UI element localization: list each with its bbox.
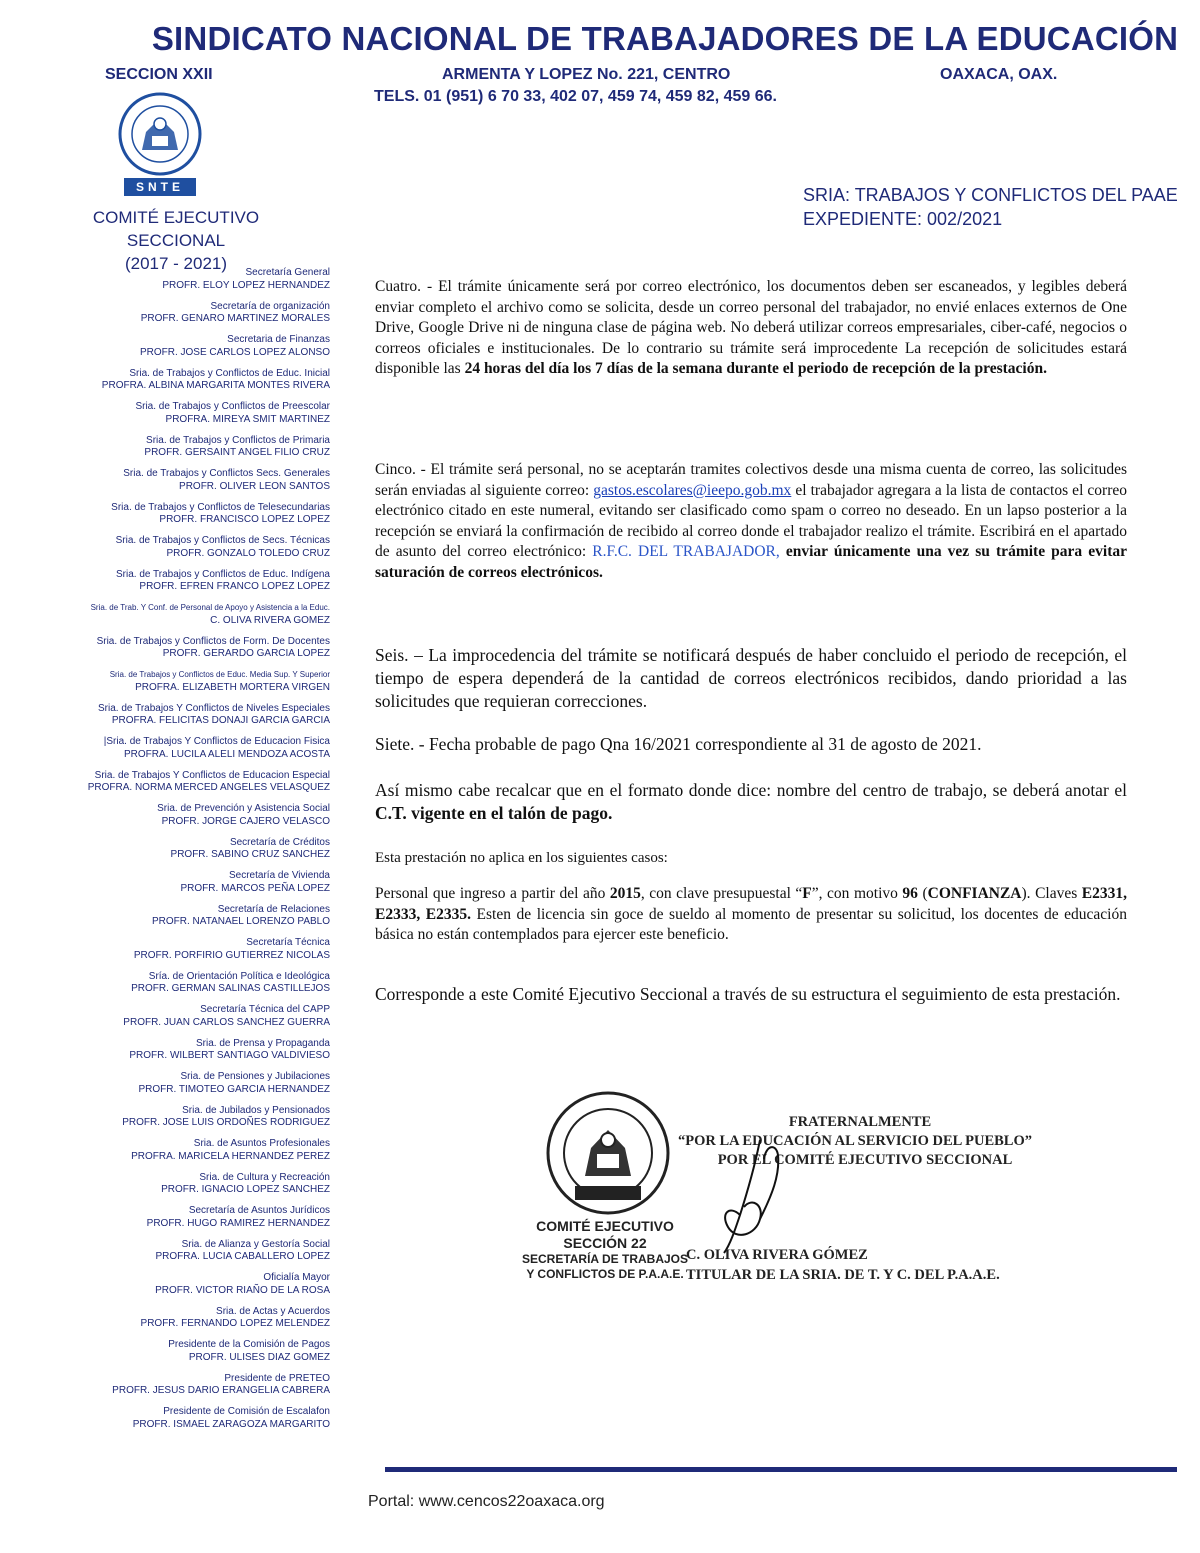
comite-line1: COMITÉ EJECUTIVO SECCIONAL (92, 208, 260, 250)
directory-name: PROFRA. ELIZABETH MORTERA VIRGEN (135, 681, 330, 693)
directory-role: Secretaría de Asuntos Jurídicos (188, 1205, 330, 1216)
directory-role: Sria. de Pensiones y Jubilaciones (180, 1071, 330, 1082)
directory-name: PROFR. NATANAEL LORENZO PABLO (152, 916, 330, 927)
directory-entry (40, 1138, 330, 1163)
phones: TELS. 01 (951) 6 70 33, 402 07, 459 74, 459 82, 459 66. (374, 88, 777, 105)
directory-entry (40, 1038, 330, 1063)
directory-role: Sría. de Orientación Política e Ideológica (148, 970, 330, 982)
comite-heading (45, 206, 307, 275)
paragraph-siete: Siete. - Fecha probable de pago Qna 16/2021 correspondiente al 31 de agosto de 2021. (375, 734, 982, 754)
directory-role: Sria. de Trabajos y Conflictos de Form. De Docentes (96, 635, 330, 647)
directory-name: PROFR. ISMAEL ZARAGOZA MARGARITO (132, 1418, 330, 1430)
directory-role: Sria. de Alianza y Gestoría Social (181, 1238, 330, 1250)
directory-entry (40, 535, 330, 560)
stamp-line4: Y CONFLICTOS DE P.A.A.E. (526, 1267, 684, 1281)
directory-entry (40, 904, 330, 929)
directory-name: PROFR. SABINO CRUZ SANCHEZ (170, 849, 330, 860)
directory-entry (40, 1339, 330, 1364)
directory-role: Sria. de Actas y Acuerdos (216, 1305, 330, 1317)
comite-line2: (2017 - 2021) (124, 254, 228, 273)
snte-logo (112, 92, 208, 200)
stamp-line1: COMITÉ EJECUTIVO (536, 1218, 674, 1234)
directory-name: PROFRA. LUCILA ALELI MENDOZA ACOSTA (124, 748, 330, 760)
paragraph-ct (375, 779, 1127, 825)
p7-c: ”, con motivo (811, 885, 903, 902)
sria-line1: SRIA: TRABAJOS Y CONFLICTOS DEL PAAE (803, 185, 1178, 205)
directory-role: Sria. de Jubilados y Pensionados (182, 1104, 330, 1116)
directory-role: Secretaría Técnica del CAPP (200, 1004, 330, 1015)
directory-role: Sria. de Asuntos Profesionales (193, 1138, 330, 1149)
directory-name: PROFR. JOSE LUIS ORDOÑES RODRIGUEZ (122, 1117, 330, 1128)
p7-e: ). Claves (1021, 885, 1082, 902)
directory-role: Secretaría de Relaciones (217, 903, 330, 915)
directory-name: PROFR. HUGO RAMIREZ HERNANDEZ (146, 1217, 330, 1229)
seccion-label: SECCION XXII (105, 66, 213, 83)
sria-heading (803, 183, 1178, 231)
directory-entry (40, 1239, 330, 1264)
directory-role: Sria. de Trabajos Y Conflictos de Niveles Especiales (98, 702, 330, 714)
directory-entry (40, 870, 330, 895)
directory-name: PROFR. JORGE CAJERO VELASCO (161, 815, 330, 827)
stamp-line3: SECRETARÍA DE TRABAJOS (521, 1252, 688, 1266)
directory-name: C. OLIVA RIVERA GOMEZ (210, 614, 330, 626)
directory-entry (40, 267, 330, 292)
p7-d: ( (917, 885, 928, 902)
directory-role: Sria. de Trabajos y Conflictos de Secs. Técnicas (115, 535, 330, 546)
directory-role: Presidente de la Comisión de Pagos (168, 1339, 330, 1350)
paragraph-seis: Seis. – La improcedencia del trámite se notificará después de haber concluido el periodo de recepción, el tiempo de espera dependerá de la cantidad de correos electrónicos recibidos, dando prioridad a las solicitudes que requieran correcciones. (375, 645, 1127, 711)
directory-entry (40, 1272, 330, 1297)
handwritten-signature (700, 1135, 810, 1255)
directory-name: PROFR. JUAN CARLOS SANCHEZ GUERRA (123, 1016, 330, 1028)
directory-name: PROFR. VICTOR RIAÑO DE LA ROSA (155, 1284, 330, 1296)
directory-entry (40, 1306, 330, 1331)
directory-name: PROFR. GERSAINT ANGEL FILIO CRUZ (144, 447, 330, 458)
stamp-text (515, 1218, 695, 1282)
directory-name: PROFRA. NORMA MERCED ANGELES VELASQUEZ (87, 782, 330, 793)
city: OAXACA, OAX. (940, 66, 1058, 83)
directory-role: |Sria. de Trabajos Y Conflictos de Educacion Fisica (103, 736, 330, 747)
footer-rule (385, 1467, 1177, 1472)
directory-role: Sria. de Trabajos Y Conflictos de Educacion Especial (94, 769, 330, 781)
directory-role: Sria. de Prensa y Propaganda (196, 1037, 330, 1049)
stamp-line2: SECCIÓN 22 (563, 1235, 647, 1251)
directory-role: Sria. de Trabajos y Conflictos de Educ. Inicial (129, 367, 330, 379)
directory-name: PROFR. IGNACIO LOPEZ SANCHEZ (161, 1184, 330, 1195)
directory-entry (40, 368, 330, 393)
directory-name: PROFR. EFREN FRANCO LOPEZ LOPEZ (139, 581, 330, 592)
portal-url[interactable]: Portal: www.cencos22oaxaca.org (368, 1493, 605, 1510)
directory-name: PROFRA. MIREYA SMIT MARTINEZ (165, 413, 330, 425)
directory-entry (40, 401, 330, 426)
fraternalmente: FRATERNALMENTE (788, 1114, 932, 1130)
directory-role: Sria. de Trabajos y Conflictos de Educ. Indígena (115, 568, 330, 580)
directory-entry (40, 334, 330, 359)
directory-name: PROFR. ULISES DIAZ GOMEZ (188, 1351, 330, 1363)
directory-role: Sria. de Trabajos y Conflictos de Primaria (146, 434, 330, 446)
directory-name: PROFR. OLIVER LEON SANTOS (179, 480, 330, 492)
directory-role: Secretaría de organización (210, 300, 330, 312)
directory-entry (40, 1406, 330, 1431)
paragraph-casos (375, 884, 1127, 946)
signer-title: TITULAR DE LA SRIA. DE T. Y C. DEL P.A.A.E. (686, 1267, 1000, 1283)
directory-name: PROFR. MARCOS PEÑA LOPEZ (180, 882, 330, 894)
directory-entry (40, 703, 330, 728)
directory-name: PROFRA. FELICITAS DONAJI GARCIA GARCIA (111, 715, 330, 726)
directory-entry (40, 1105, 330, 1130)
directory-name: PROFR. JOSE CARLOS LOPEZ ALONSO (139, 346, 330, 358)
directory-role: Sria. de Cultura y Recreación (199, 1171, 330, 1183)
rfc-text: R.F.C. DEL TRABAJADOR, (592, 543, 780, 560)
directory-entry (40, 937, 330, 962)
directory-name: PROFRA. ALBINA MARGARITA MONTES RIVERA (101, 380, 330, 391)
directory-entry (40, 502, 330, 527)
union-title: SINDICATO NACIONAL DE TRABAJADORES DE LA EDUCACIÓN (151, 20, 1179, 57)
p7-confianza: CONFIANZA (927, 885, 1022, 902)
directory-name: PROFR. GENARO MARTINEZ MORALES (140, 313, 330, 324)
por-el-comite: POR EL COMITÉ EJECUTIVO SECCIONAL (717, 1152, 1013, 1168)
p2-bold: enviar únicamente una vez su trámite para evitar saturación de correos electrónicos. (375, 543, 1127, 581)
p7-a: Personal que ingreso a partir del año (375, 885, 610, 902)
p5-bold: C.T. vigente en el talón de pago. (375, 803, 613, 823)
directory-entry (40, 301, 330, 326)
directory-name: PROFR. WILBERT SANTIAGO VALDIVIESO (129, 1050, 330, 1061)
directory-name: PROFR. TIMOTEO GARCIA HERNANDEZ (138, 1083, 330, 1095)
directory-entry (40, 1004, 330, 1029)
directory-name: PROFR. FRANCISCO LOPEZ LOPEZ (159, 514, 330, 525)
directory-entry (40, 669, 330, 694)
directory-role: Secretaría de Créditos (229, 836, 330, 848)
paragraph-cinco (375, 460, 1127, 583)
directory-entry (40, 1373, 330, 1398)
directory-entry (40, 1172, 330, 1197)
directory-role: Presidente de PRETEO (224, 1372, 330, 1384)
p7-clave: F (802, 885, 812, 902)
directory-entry (40, 435, 330, 460)
p7-claves: E2331, E2333, E2335. (375, 885, 1128, 923)
p1-text: Cuatro. - El trámite únicamente será por correo electrónico, los documentos deben ser escaneados, y legibles deberá enviar completo el archivo como se solicita, desde un correo personal del trabajador, no envié enlaces externos de One Drive, Google Drive ni de ninguna clase de página web. No deberá utilizar correos empresariales, ciber-café, negocios o correos oficiales e institucionales. De lo contrario su trámite será improcedente La recepción de solicitudes estará disponible las (375, 278, 1127, 377)
directory-entry (40, 971, 330, 996)
directory-role: Sria. de Trabajos y Conflictos de Educ. Media Sup. Y Superior (109, 670, 330, 679)
signer-name: C. OLIVA RIVERA GÓMEZ (686, 1247, 868, 1263)
committee-directory (40, 267, 330, 1440)
directory-name: PROFR. GERMAN SALINAS CASTILLEJOS (131, 983, 330, 994)
signer-block (686, 1245, 1000, 1285)
directory-role: Oficialía Mayor (263, 1272, 330, 1283)
directory-name: PROFR. JESUS DARIO ERANGELIA CABRERA (112, 1385, 330, 1396)
p2-text-a: Cinco. - El trámite será personal, no se aceptarán tramites colectivos desde una misma cuenta de correo, las solicitudes serán enviadas al siguiente correo: (375, 461, 1127, 499)
address: ARMENTA Y LOPEZ No. 221, CENTRO (442, 66, 731, 83)
directory-entry (40, 837, 330, 862)
directory-name: PROFR. GONZALO TOLEDO CRUZ (166, 547, 330, 559)
directory-name: PROFR. FERNANDO LOPEZ MELENDEZ (140, 1318, 330, 1329)
directory-role: Sria. de Trab. Y Conf. de Personal de Apoyo y Asistencia a la Educ. (90, 603, 330, 612)
directory-entry (40, 1205, 330, 1230)
p2-text-b: el trabajador agregara a la lista de contactos el correo electrónico citado en este numeral, evitando ser clasificado como spam o correo no deseado. En un lapso posterior a la recepción se enviará la confirmación de recibido al correo donde el trabajador realizo el trámite. Escribirá en el apartado de asunto del correo electrónico: (375, 481, 1128, 560)
paragraph-cuatro (375, 277, 1127, 380)
p7-year: 2015 (609, 885, 641, 902)
directory-entry (40, 736, 330, 761)
directory-role: Sria. de Trabajos y Conflictos de Telesecundarias (111, 501, 330, 513)
directory-role: Presidente de Comisión de Escalafon (163, 1406, 330, 1417)
directory-role: Sria. de Trabajos y Conflictos de Preescolar (135, 401, 330, 412)
paragraph-corresponde: Corresponde a este Comité Ejecutivo Seccional a través de su estructura el seguimiento de esta prestación. (375, 984, 1121, 1004)
directory-role: Secretaría de Vivienda (229, 870, 330, 881)
motto: “POR LA EDUCACIÓN AL SERVICIO DEL PUEBLO” (677, 1133, 1032, 1149)
p7-f: Esten de licencia sin goce de sueldo al momento de presentar su solicitud, los docentes de educación básica no están contemplados para ejercer este beneficio. (375, 905, 1127, 943)
p7-b: , con clave presupuestal “ (640, 885, 803, 902)
directory-entry (40, 569, 330, 594)
directory-entry (40, 636, 330, 661)
p5-text: Así mismo cabe recalcar que en el formato donde dice: nombre del centro de trabajo, se deberá anotar el (375, 780, 1127, 800)
directory-name: PROFRA. MARICELA HERNANDEZ PEREZ (131, 1150, 330, 1162)
directory-name: PROFR. GERARDO GARCIA LOPEZ (162, 648, 330, 659)
directory-name: PROFR. PORFIRIO GUTIERREZ NICOLAS (133, 949, 330, 961)
p1-bold: 24 horas del día los 7 días de la semana durante el periodo de recepción de la prestación. (464, 360, 1047, 377)
paragraph-no-aplica: Esta prestación no aplica en los siguientes casos: (375, 850, 668, 866)
p7-motivo: 96 (902, 885, 918, 902)
directory-role: Secretaria de Finanzas (227, 334, 330, 345)
directory-entry (40, 1071, 330, 1096)
directory-name: PROFR. ELOY LOPEZ HERNANDEZ (162, 279, 330, 291)
directory-entry (40, 468, 330, 493)
directory-entry (40, 803, 330, 828)
directory-name: PROFRA. LUCIA CABALLERO LOPEZ (155, 1251, 330, 1262)
directory-entry (40, 602, 330, 627)
directory-role: Sria. de Trabajos y Conflictos Secs. Generales (123, 468, 330, 479)
email-link[interactable]: gastos.escolares@ieepo.gob.mx (593, 481, 792, 499)
expediente: EXPEDIENTE: 002/2021 (803, 209, 1003, 229)
directory-role: Secretaría Técnica (246, 937, 330, 948)
directory-role: Secretaría General (245, 267, 330, 278)
directory-entry (40, 770, 330, 795)
closing-block (595, 1113, 1115, 1170)
svg-text:SNTE: SNTE (135, 180, 185, 194)
directory-role: Sria. de Prevención y Asistencia Social (157, 803, 330, 814)
